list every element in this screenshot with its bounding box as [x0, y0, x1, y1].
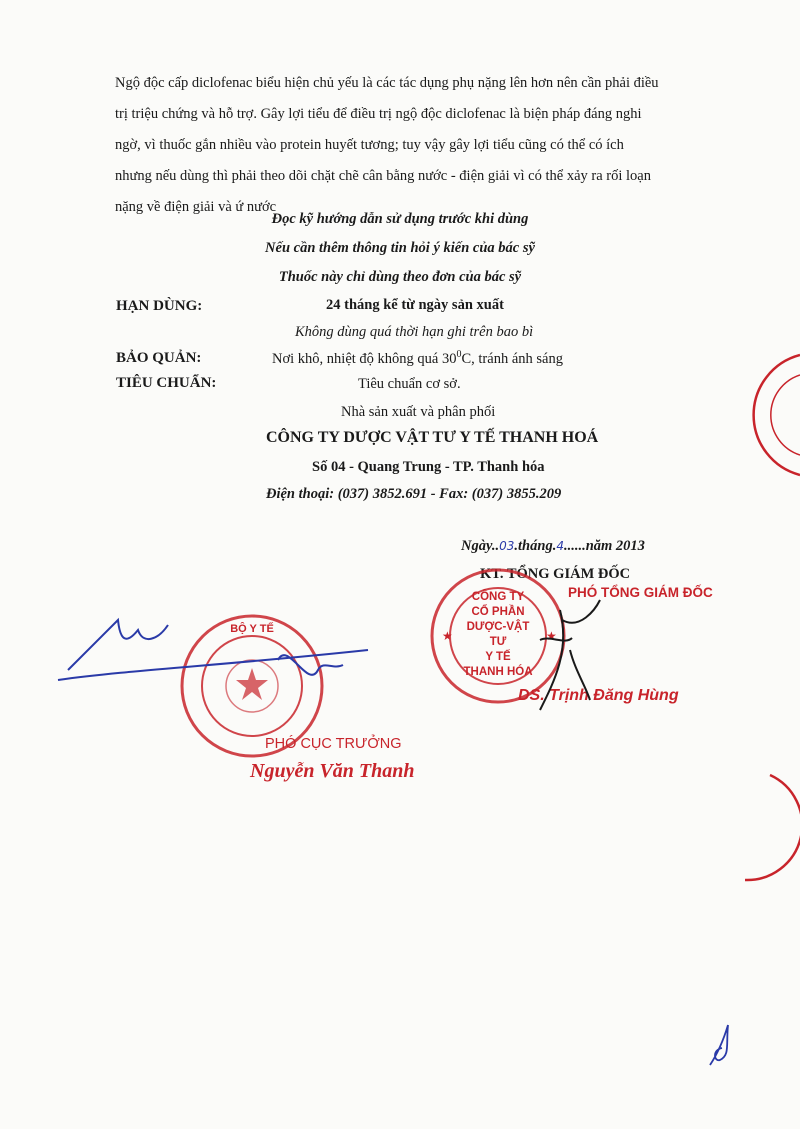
paragraph-line: nhưng nếu dùng thì phải theo dõi chặt chẽ cân bằng nước - điện giải vì có thể xảy ra rối loạn [115, 168, 651, 184]
edge-stamp-fragment [735, 350, 800, 480]
company-signer-name: DS. Trịnh Đăng Hùng [518, 687, 679, 704]
standard-value: Tiêu chuẩn cơ sở. [358, 376, 461, 392]
date-suffix: ......năm 2013 [563, 538, 645, 554]
warning-read-instructions: Đọc kỹ hướng dẫn sử dụng trước khi dùng [271, 211, 529, 227]
authority-title: PHÓ CỤC TRƯỞNG [265, 736, 402, 752]
date-day: 03 [499, 539, 515, 553]
manufacturer-name: CÔNG TY DƯỢC VẬT TƯ Y TẾ THANH HOÁ [266, 429, 599, 446]
company-deputy-title: PHÓ TỔNG GIÁM ĐỐC [568, 585, 713, 600]
warning-prescription-only: Thuốc này chỉ dùng theo đơn của bác sỹ [278, 269, 522, 285]
storage-value [272, 349, 563, 368]
authority-name: Nguyễn Văn Thanh [250, 760, 415, 782]
authority-signature [48, 600, 378, 720]
date-mid: .tháng. [514, 538, 557, 554]
expiry-value: 24 tháng kể từ ngày sản xuất [326, 297, 504, 313]
date-line [461, 538, 645, 555]
storage-label: BẢO QUẢN: [116, 350, 202, 366]
paragraph-line: ngờ, vì thuốc gắn nhiều vào protein huyết tương; tuy vậy gây lợi tiểu cũng có thể có ích [115, 137, 624, 153]
svg-text:★: ★ [442, 629, 453, 643]
paragraph-line: trị triệu chứng và hỗ trợ. Gây lợi tiểu để điều trị ngộ độc diclofenac là biện pháp đáng nghi [115, 106, 642, 122]
stamp-line: CỔ PHẦN [471, 606, 525, 618]
svg-text:★: ★ [546, 629, 557, 643]
body-paragraph [115, 68, 715, 223]
ministry-stamp-text: BỘ Y TẾ [230, 623, 274, 635]
stamp-line: DƯỢC-VẬT TƯ [466, 621, 530, 648]
standard-label: TIÊU CHUẨN: [116, 375, 217, 391]
edge-stamp-fragment [745, 770, 800, 890]
company-signature [500, 590, 630, 720]
warning-consult-doctor: Nếu cần thêm thông tin hỏi ý kiến của bác sỹ [265, 240, 535, 256]
stamp-line: CÔNG TY [471, 591, 525, 603]
storage-degree: 0 [456, 349, 462, 360]
storage-value-text: Nơi khô, nhiệt độ không quá 30 [272, 350, 457, 367]
company-role: KT. TỔNG GIÁM ĐỐC [480, 566, 631, 582]
manufacturer-contact: Điện thoại: (037) 3852.691 - Fax: (037) 3855.209 [266, 486, 562, 502]
stamp-line: THANH HÓA [463, 666, 533, 678]
expiry-note: Không dùng quá thời hạn ghi trên bao bì [295, 324, 534, 340]
date-month: 4 [556, 539, 564, 553]
manufacturer-intro: Nhà sản xuất và phân phối [341, 404, 496, 420]
manufacturer-address: Số 04 - Quang Trung - TP. Thanh hóa [312, 459, 545, 475]
stamp-line: Y TẾ [485, 651, 511, 663]
paragraph-line: nặng về điện giải và ứ nước [115, 199, 277, 215]
expiry-label: HẠN DÙNG: [116, 298, 203, 314]
date-prefix: Ngày.. [461, 538, 500, 554]
initials-mark [700, 1020, 740, 1070]
storage-value-text-end: C, tránh ánh sáng [461, 350, 563, 367]
paragraph-line: Ngộ độc cấp diclofenac biểu hiện chủ yếu là các tác dụng phụ nặng lên hơn nên cần phải điều [115, 75, 659, 91]
